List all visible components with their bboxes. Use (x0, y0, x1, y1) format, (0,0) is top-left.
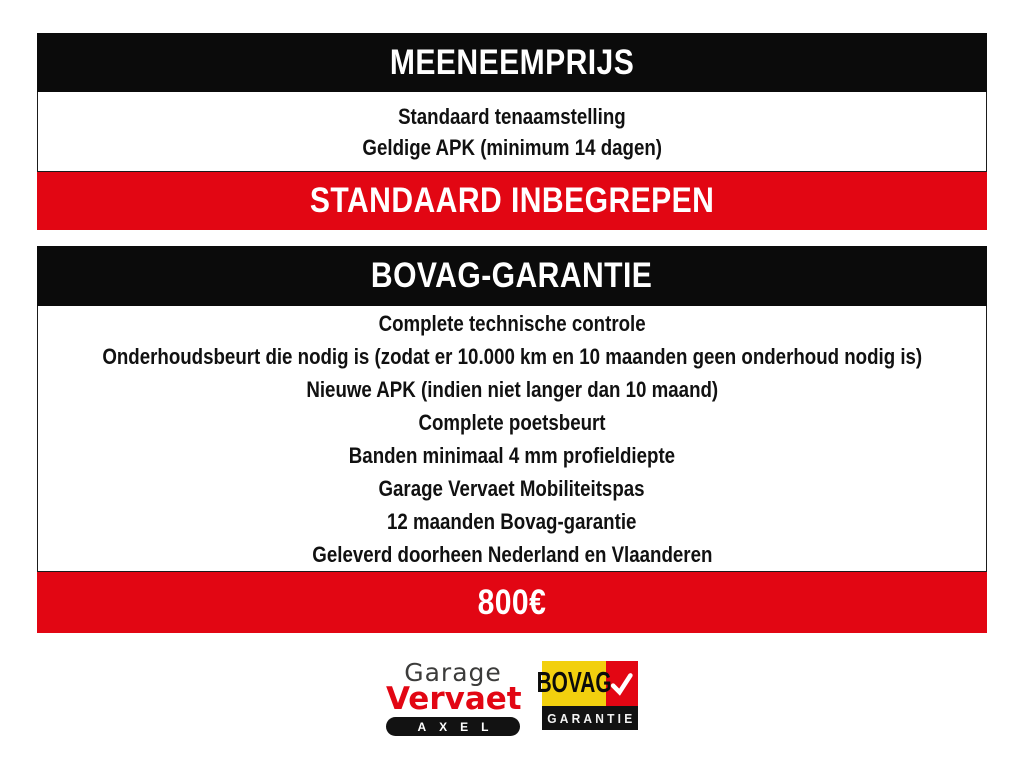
bovag-garantie-header-bar (37, 246, 987, 306)
axel-badge (386, 717, 520, 736)
meeneemprijs-body (37, 92, 987, 172)
list-item: Standaard tenaamstelling (398, 103, 626, 129)
standaard-inbegrepen-bar (37, 172, 987, 230)
garage-vervaet-logo-top: Garage (404, 658, 502, 687)
bovag-logo-sub-label: GARANTIE (547, 710, 636, 726)
bovag-garantie-card (37, 246, 987, 633)
list-item: Nieuwe APK (indien niet langer dan 10 maand) (306, 376, 718, 402)
bovag-logo-top (536, 661, 638, 706)
logo-footer (0, 633, 1024, 767)
bovag-logo-brand: BOVAG (536, 667, 612, 699)
list-item: Geleverd doorheen Nederland en Vlaanderen (311, 541, 713, 567)
bovag-garantie-body (37, 306, 987, 572)
bovag-logo-garantie-bar (542, 706, 638, 730)
checkmark-icon (608, 671, 636, 697)
garage-vervaet-logo (386, 658, 522, 736)
list-item: Complete poetsbeurt (418, 409, 606, 435)
meeneemprijs-header-bar (37, 33, 987, 92)
price-poster (37, 0, 987, 767)
price-value: 800€ (477, 582, 547, 622)
bovag-logo-yellow-panel (536, 661, 612, 706)
list-item: Complete technische controle (378, 310, 646, 336)
list-item: Banden minimaal 4 mm profieldiepte (348, 442, 676, 468)
price-bar (37, 572, 987, 633)
meeneemprijs-card (37, 33, 987, 230)
garage-vervaet-logo-name: Vervaet (386, 681, 522, 717)
bovag-garantie-logo (536, 661, 638, 730)
standaard-inbegrepen-label: STANDAARD INBEGREPEN (309, 181, 715, 220)
meeneemprijs-title: MEENEEMPRIJS (389, 42, 635, 82)
list-item: Onderhoudsbeurt die nodig is (zodat er 10.000 km en 10 maanden geen onderhoud nodig is) (102, 343, 922, 369)
axel-badge-label: AXEL (417, 719, 502, 734)
list-item: Garage Vervaet Mobiliteitspas (378, 475, 646, 501)
list-item: Geldige APK (minimum 14 dagen) (362, 134, 662, 160)
list-item: 12 maanden Bovag-garantie (387, 508, 637, 534)
bovag-garantie-title: BOVAG-GARANTIE (371, 256, 653, 295)
